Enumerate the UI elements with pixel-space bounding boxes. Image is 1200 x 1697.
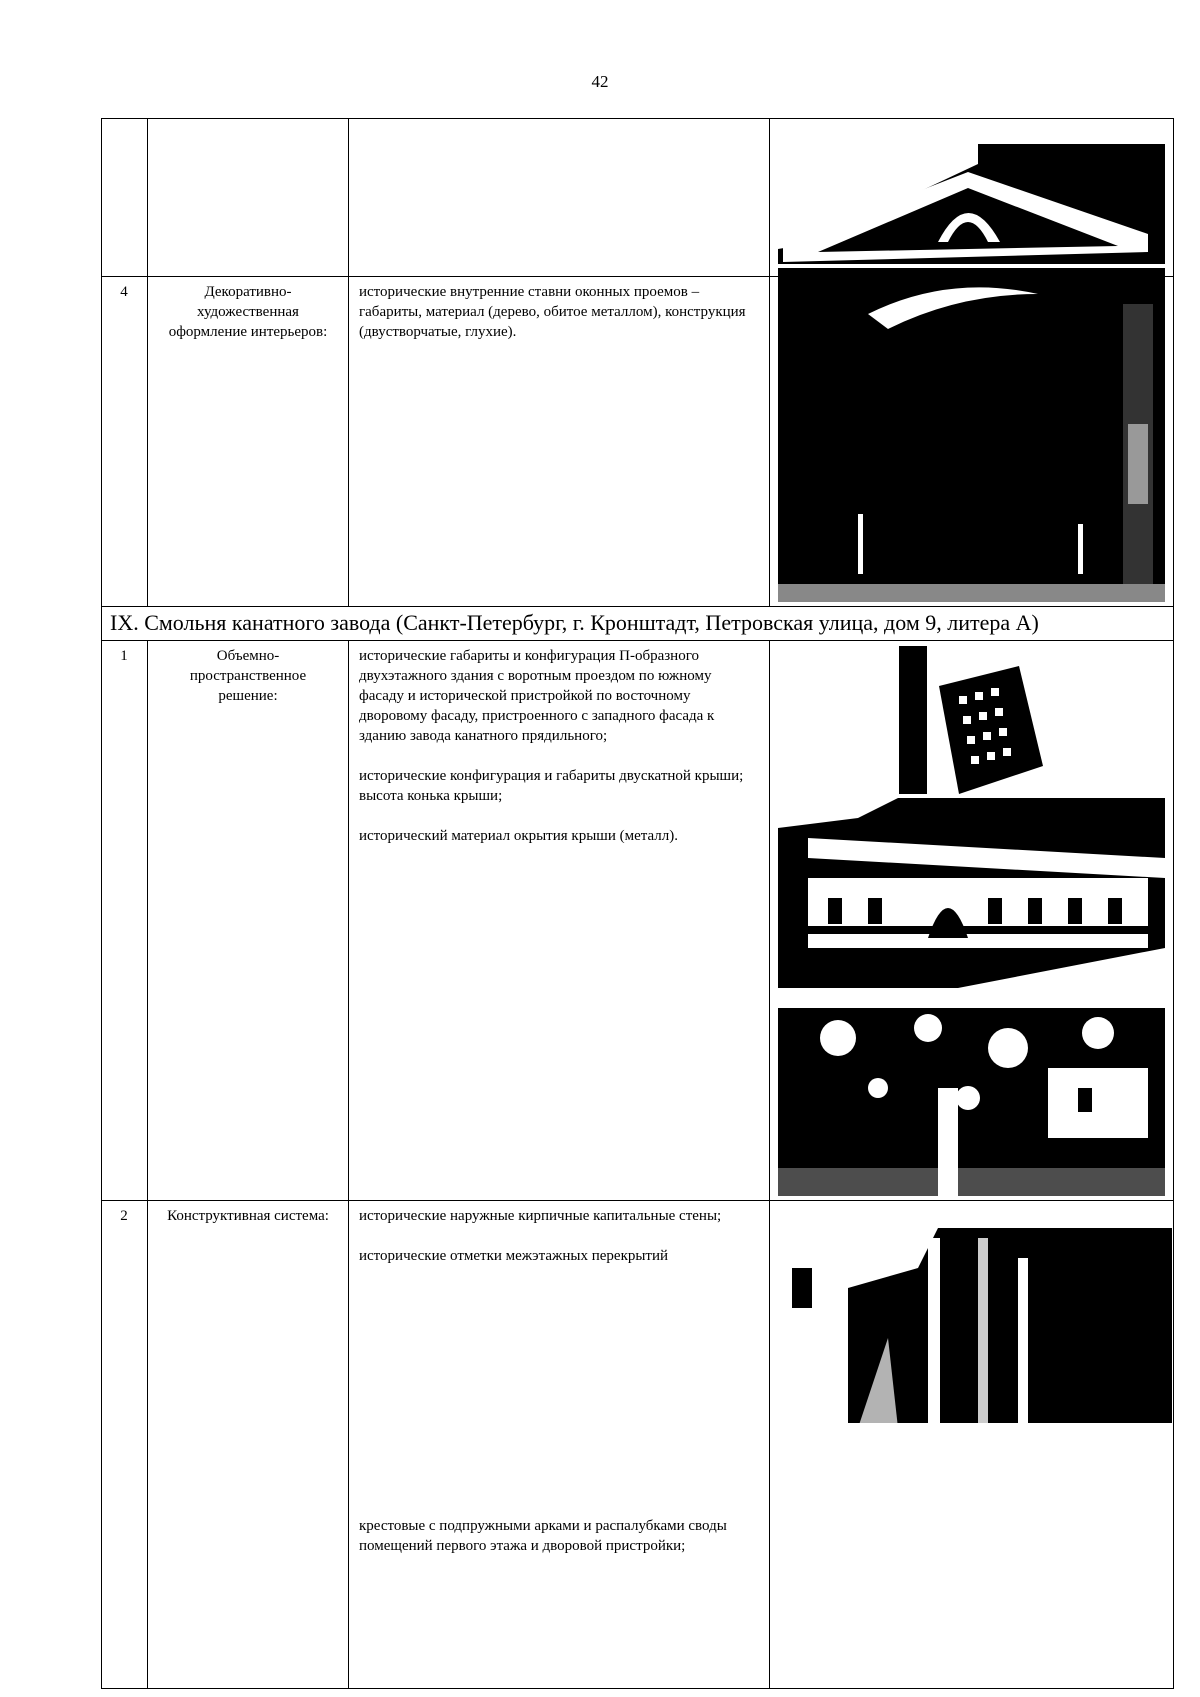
row-divider bbox=[101, 640, 1174, 641]
row-description bbox=[359, 1206, 759, 1266]
section-title: IX. Смольня канатного завода (Санкт-Петербург, г. Кронштадт, Петровская улица, дом 9, литера А) bbox=[110, 610, 1039, 635]
sign-photo-icon bbox=[899, 646, 1043, 794]
heritage-table bbox=[101, 118, 1174, 1689]
row-title: Объемно-пространственное решение: bbox=[189, 648, 307, 704]
row-description: исторические внутренние ставни оконных проемов – габариты, материал (дерево, обитое металлом), конструкция (двустворчатые, глухие). bbox=[359, 284, 746, 340]
table-border-bottom bbox=[101, 1688, 1174, 1689]
paragraph: крестовые с подпружными арками и распалубками своды помещений первого этажа и дворовой пристройки; bbox=[359, 1518, 727, 1554]
column-divider bbox=[769, 118, 770, 606]
table-border-top bbox=[101, 118, 1174, 119]
paragraph: исторические габариты и конфигурация П-образного двухэтажного здания с воротным проездом по южному фасаду и исторической пристройкой по восточному дворовому фасаду, пристроенного с западного фасада к зданию завода канатного прядильного; bbox=[359, 648, 715, 744]
paragraph: исторические наружные кирпичные капитальные стены; bbox=[359, 1208, 722, 1224]
table-border-left bbox=[101, 118, 102, 1689]
row-divider bbox=[101, 1200, 1174, 1201]
row-number: 1 bbox=[120, 648, 128, 664]
courtyard-photo-icon bbox=[778, 1008, 1165, 1196]
column-divider bbox=[769, 640, 770, 1689]
column-divider bbox=[348, 118, 349, 606]
row-description bbox=[359, 1516, 759, 1556]
table-border-right bbox=[1173, 118, 1174, 1689]
row-number: 4 bbox=[120, 284, 128, 300]
paragraph: высота конька крыши; bbox=[359, 788, 503, 804]
column-divider bbox=[147, 640, 148, 1689]
paragraph: исторические отметки межэтажных перекрытий bbox=[359, 1248, 669, 1264]
row-title: Конструктивная система: bbox=[167, 1208, 329, 1224]
building-photo-icon bbox=[778, 798, 1165, 988]
row-description bbox=[359, 646, 759, 846]
column-divider bbox=[147, 118, 148, 606]
paragraph: исторический материал окрытия крыши (металл). bbox=[359, 828, 678, 844]
columns-photo-icon bbox=[778, 1228, 1172, 1440]
building-photo-icon bbox=[778, 144, 1165, 602]
row-title: Декоративно-художественная оформление интерьеров: bbox=[168, 284, 328, 340]
row-number: 2 bbox=[120, 1208, 128, 1224]
column-divider bbox=[348, 640, 349, 1689]
paragraph: исторические конфигурация и габариты двускатной крыши; bbox=[359, 768, 744, 784]
page-number: 42 bbox=[591, 72, 609, 91]
